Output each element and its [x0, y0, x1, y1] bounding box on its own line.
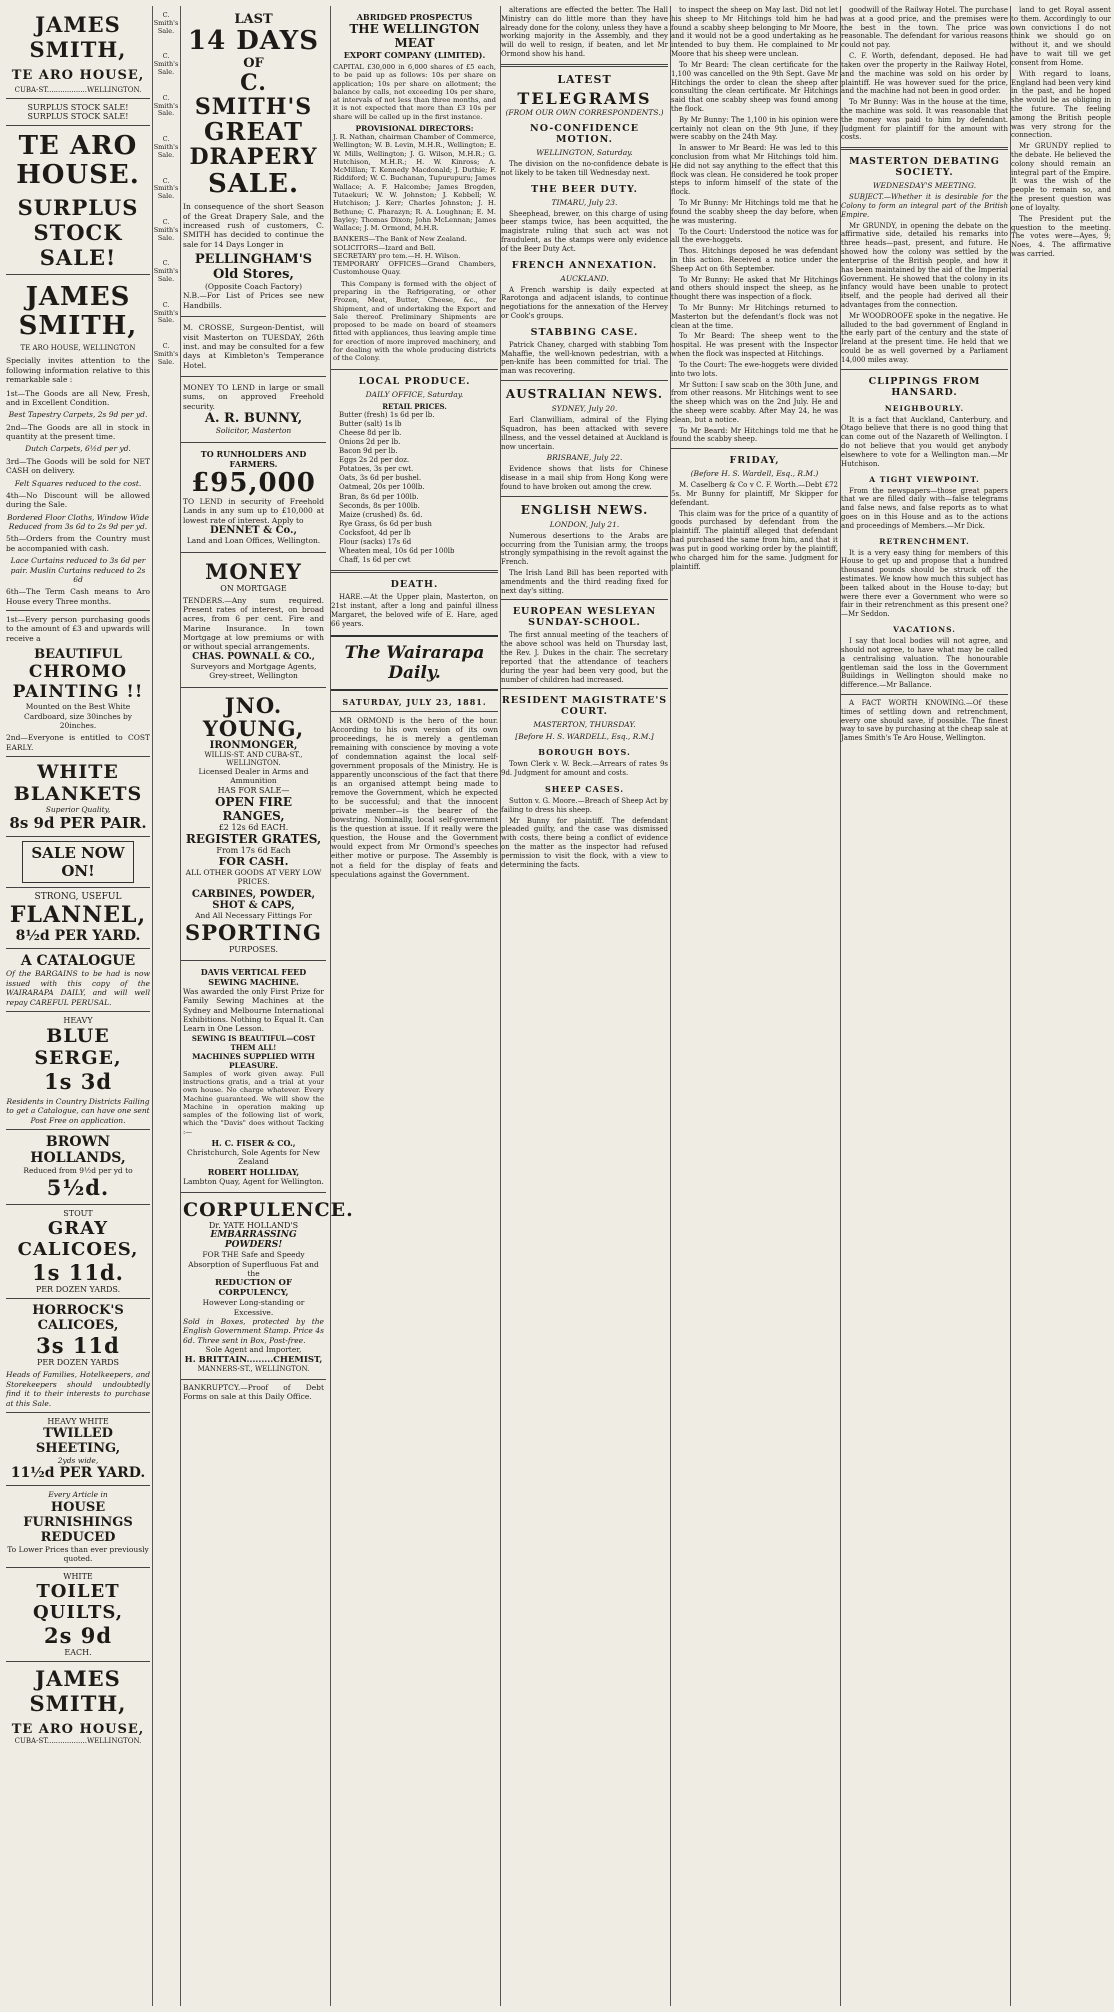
- stout-label: STOUT: [63, 1209, 93, 1219]
- produce-item: Butter (salt) 1s lb: [339, 419, 402, 428]
- calicoes-dozen: PER DOZEN YARDS.: [35, 1285, 121, 1295]
- masthead: The Wairarapa Daily.: [331, 635, 498, 691]
- sale-heading: SALE.: [207, 168, 300, 199]
- directors-heading: PROVISIONAL DIRECTORS:: [355, 123, 474, 133]
- calicoes-heading: GRAY CALICOES,: [17, 1218, 139, 1261]
- column-7-continued: [1010, 6, 1111, 2006]
- col7-para-4: The President put the question to the meeting. The votes were—Ayes, 9; Noes, 4. The affirmative was carried.: [1011, 214, 1111, 258]
- hollands-heading: BROWN HOLLANDS,: [30, 1134, 126, 1166]
- hollands-sub: Reduced from 9½d per yd to: [23, 1166, 133, 1175]
- hollands-price: 5½d.: [46, 1175, 110, 1201]
- strip-label: C. Smith's Sale.: [153, 176, 179, 201]
- produce-list: [331, 402, 498, 566]
- however-text: However Long-standing or Excessive.: [202, 1298, 305, 1317]
- advertiser-name-2: JAMES SMITH,: [18, 282, 138, 341]
- court-para-3: By Mr Bunny: The 1,100 in his opinion were certainly not clean on the 9th June, if they were scabby on the 24th May.: [671, 115, 838, 142]
- court-para-1: to inspect the sheep on May last. Did not let his sheep to Mr Hitchings told him he had found a scabby sheep belonging to Mr Moore, and it would not be a good undertaking as he intended to buy them. He complained to Mr Moore that his sheep were unclean.: [671, 6, 838, 59]
- strip-label: C. Smith's Sale.: [153, 93, 179, 118]
- col7-para-2: With regard to loans, England had been very kind in the past, and he hoped she would be as obliging in the future. The feeling among the British people was very strong for the connection.: [1011, 69, 1111, 140]
- noconfidence-text: The division on the no-confidence debate is not likely to be taken till Wednesday next.: [501, 159, 668, 177]
- court-para-6: To the Court: Understood the notice was for all the ewe-hoggets.: [671, 227, 838, 245]
- produce-item: Eggs 2s 2d per doz.: [339, 456, 410, 465]
- robert-sub: Lambton Quay, Agent for Wellington.: [183, 1176, 324, 1186]
- point-2: 2nd—The Goods are all in stock in quantity at the present time.: [6, 422, 150, 441]
- company-heading: THE WELLINGTON MEAT: [349, 22, 480, 50]
- robert-name: ROBERT HOLLIDAY,: [207, 1166, 300, 1177]
- court-para-5: To Mr Bunny: Mr Hitchings told me that he found the scabby sheep the day before, when he was mustering.: [671, 199, 838, 225]
- davis-text: Was awarded the only First Prize for Family Sewing Machines at the Sydney and Melbourne International Exhibitions. Nothing to Equal It. Can Learn in One Lesson.: [183, 986, 324, 1034]
- wellington-dateline: WELLINGTON, Saturday.: [536, 147, 633, 157]
- point-5: 5th—Orders from the Country must be accompanied with cash.: [6, 534, 150, 553]
- advertiser-street-3: CUBA-ST..................WELLINGTON.: [14, 1737, 142, 1746]
- blankets-heading: WHITE BLANKETS: [13, 761, 143, 805]
- furnishings-heading: HOUSE FURNISHINGS: [23, 1499, 133, 1530]
- meat-company-prospectus: [331, 6, 498, 370]
- dennet-name: DENNET & Co.,: [209, 525, 298, 537]
- court-para-12: Mr Sutton: I saw scab on the 30th June, and from other reasons. Mr Hitchings went to see the sheep which was on the 2nd July. He and the sheep were scabby. After May 24, he was clean, but a notice.: [671, 380, 838, 424]
- has-for-sale: HAS FOR SALE—: [217, 785, 290, 795]
- french-text: A French warship is daily expected at Rarotonga and adjacent islands, to continue negotiations for the annexation of the Hervey or Cook's groups.: [501, 285, 668, 320]
- residents-note: Residents in Country Districts Failing to get a Catalogue, can have one sent Post Free on application.: [6, 1096, 150, 1125]
- purposes-label: PURPOSES.: [228, 944, 278, 954]
- c-smiths-heading: C. SMITH'S: [194, 69, 313, 120]
- brisbane-dateline: BRISBANE, July 22.: [546, 453, 623, 463]
- borough-case: Town Clerk v. W. Beck.—Arrears of rates 9s 9d. Judgment for amount and costs.: [501, 760, 668, 778]
- white-label: WHITE: [63, 1572, 93, 1582]
- opposite-note: (Opposite Coach Factory): [204, 282, 303, 292]
- lower-prices: To Lower Prices than ever previously quoted.: [7, 1544, 149, 1563]
- corpulence-ad: [181, 1193, 354, 1379]
- temporary-offices: TEMPORARY OFFICES—Grand Chambers, Customhouse Quay.: [333, 260, 496, 277]
- horrocks-sub: PER DOZEN YARDS: [36, 1358, 120, 1368]
- davis-sewing-ad: [181, 961, 326, 1193]
- bunny-loan-ad: [181, 377, 326, 443]
- horrocks-price: 3s 11d: [36, 1333, 120, 1359]
- young-ironmonger-ad: [181, 688, 326, 961]
- blankets-sub: Superior Quality,: [45, 805, 111, 814]
- court-para-7: Thos. Hitchings deposed he was defendant in this action. Received a notice under the Sheep Act on 6th September.: [671, 247, 838, 273]
- strong-useful: STRONG, USEFUL: [34, 892, 122, 903]
- calicoes-price: 1s 11d.: [32, 1260, 124, 1286]
- prospectus-body: This Company is formed with the object of preparing in the Refrigerating, or other Frozen, Meat, Butter, Cheese, &c., for Shipment, and of undertaking the Export and Sale thereof. Preliminary Shipments are proposed to be made on board of steamers fitted with appliances, thus leaving ample time for erection of more improved machinery, and for dealing with the whole producing districts of the Colony.: [333, 279, 496, 363]
- consequence-text: In consequence of the short Season of the Great Drapery Sale, and the increased rush of customers, C. SMITH has decided to continue the sale for 14 Days Longer in: [183, 202, 324, 249]
- court-para-10: To Mr Beard: The sheep went to the hospital. He was present with the Inspector when the flock was inspected at Hitchings.: [671, 332, 838, 359]
- australian-text: Earl Clanwilliam, admiral of the Flying Squadron, has been attacked with severe illness, and the vessel detained at Auckland is now uncertain.: [501, 416, 668, 451]
- note-1: Best Tapestry Carpets, 2s 9d per yd.: [8, 410, 148, 420]
- twilled-sub: 2yds wide,: [57, 1455, 99, 1465]
- fittings-text: And All Necessary Fittings For: [195, 910, 312, 920]
- last-label: LAST: [234, 12, 273, 27]
- machines-heading: MACHINES SUPPLIED WITH PLEASURE.: [192, 1051, 315, 1070]
- column-5-court: [670, 6, 838, 2006]
- agent-label: Sole Agent and Importer,: [205, 1345, 302, 1355]
- young-name: JNO. YOUNG,: [202, 692, 305, 741]
- point-4: 4th—No Discount will be allowed during the Sale.: [6, 490, 150, 510]
- te-aro-house-heading: TE ARO HOUSE.: [16, 131, 140, 190]
- horrocks-heading: HORROCK'S CALICOES,: [32, 1303, 124, 1334]
- strip-label: C. Smith's Sale.: [153, 11, 179, 35]
- safe-text: FOR THE Safe and Speedy Absorption of Superfluous Fat and the: [188, 1250, 319, 1278]
- bunny-para: To Mr Bunny: Was in the house at the time, the machine was sold. It was reasonable that the money was paid to him by defendant. Judgment for plaintiff for the amount with costs.: [841, 98, 1008, 142]
- powders-heading: EMBARRASSING POWDERS!: [210, 1230, 297, 1251]
- solicitors: SOLICITORS—Izard and Bell.: [333, 243, 436, 252]
- catalogue-text: Of the BARGAINS to be had is now issued with this copy of the WAIRARAPA DAILY, and will well repay CAREFUL PERUSAL.: [6, 969, 150, 1007]
- money-heading: MONEY: [205, 558, 302, 584]
- court-para-13: To Mr Beard: Mr Hitchings told me that he found the scabby sheep.: [671, 426, 838, 444]
- produce-item: Flour (sacks) 17s 6d: [339, 537, 412, 546]
- fiser-name: H. C. FISER & CO.,: [211, 1138, 296, 1149]
- licensed-dealer: Licensed Dealer in Arms and Ammunition: [198, 766, 309, 786]
- days-heading: 14 DAYS: [188, 26, 319, 56]
- money-lend-text: MONEY TO LEND in large or small sums, on approved Freehold security.: [183, 383, 324, 411]
- court-para-4: In answer to Mr Beard: He was led to this conclusion from what Mr Hitchings told him. He did not say anything to the effect that this flock was clean. He considered he took proper steps to inform himself of the state of the flock.: [671, 144, 838, 197]
- magistrate-location: MASTERTON, THURSDAY.: [533, 720, 636, 730]
- reduction-heading: REDUCTION OF CORPULENCY,: [215, 1278, 292, 1299]
- english-text: Numerous desertions to the Arabs are occurring from the Tunisian army, the troops strongly sympathising in the revolt against the French.: [501, 531, 668, 567]
- chromo-sub: Mounted on the Best White Cardboard, size 30inches by 20inches.: [23, 702, 133, 730]
- produce-item: Potatoes, 3s per cwt.: [339, 465, 414, 474]
- strip-label: C. Smith's Sale.: [153, 300, 179, 325]
- drapery-heading: DRAPERY: [189, 144, 318, 171]
- wesleyan-heading: EUROPEAN WESLEYAN SUNDAY-SCHOOL.: [512, 606, 657, 629]
- sheep-case: Sutton v. G. Moore.—Breach of Sheep Act by failing to dress his sheep.: [501, 796, 668, 814]
- capital-text: CAPITAL £30,000 in 6,000 shares of £5 each, to be paid up as follows: 10s per share on application; 10s per share on allotment; the balance by calls, not exceeding 10s per share, at intervals of not less than three months, and it is not expected that more than £3 10s per share will be called up in the first instance.: [333, 63, 496, 121]
- hansard-heading: CLIPPINGS FROM HANSARD.: [868, 375, 981, 398]
- produce-item: Oatmeal, 20s per 100lb.: [339, 483, 425, 492]
- every-article: Every Article in: [48, 1490, 108, 1500]
- prices-note: N.B.—For List of Prices see new Handbills.: [183, 291, 324, 310]
- dennet-sub: Land and Loan Offices, Wellington.: [186, 536, 321, 546]
- friday-before: (Before H. S. Wardell, Esq., R.M.): [690, 469, 819, 479]
- produce-item: Rye Grass, 6s 6d per bush: [339, 519, 432, 528]
- surplus-heading: SURPLUS STOCK: [17, 195, 139, 246]
- debate-text-1: Mr GRUNDY, in opening the debate on the affirmative side, detailed his remarks into three heads—past, present, and future. He showed how the colony was settled by the enterprise of the British people, and how it has been maintained by the aid of the Imperial Government. He showed that the colony in its infancy would have been unable to protect itself, and the people had derived all their advantages from the connection.: [841, 221, 1008, 309]
- country-offer: 1st—Every person purchasing goods to the amount of £3 and upwards will receive a: [6, 615, 150, 643]
- ranges-price: £2 12s 6d EACH.: [218, 822, 289, 832]
- surplus-line-a: SURPLUS STOCK SALE!: [27, 103, 129, 112]
- stabbing-heading: STABBING CASE.: [530, 326, 639, 338]
- serge-heading: BLUE SERGE,: [34, 1024, 122, 1069]
- editorial-continued: alterations are effected the better. The Hall Ministry can do little more than they have already done for the colony, unless they have a working majority in the Assembly, and they will do well to resign, if beaten, and let Mr Ormond show his hand.: [501, 6, 668, 59]
- note-5: Lace Curtains reduced to 3s 6d per pair. Muslin Curtains reduced to 2s 6d: [10, 556, 146, 584]
- note-2: Dutch Carpets, 6½d per yd.: [25, 444, 131, 454]
- advertiser-street: CUBA-ST..................WELLINGTON.: [14, 86, 142, 94]
- heads-note: Heads of Families, Hotelkeepers, and Storekeepers should undoubtedly find it to their interests to purchase at this Sale.: [6, 1370, 150, 1408]
- chromo-heading: CHROMO PAINTING !!: [12, 662, 144, 703]
- column-2-advertisements: [180, 6, 354, 2006]
- strip-label: C. Smith's Sale.: [153, 259, 179, 283]
- bankruptcy-notice: BANKRUPTCY.—Proof of Debt Forms on sale at this Daily Office.: [183, 1382, 324, 1401]
- mortgage-sub: ON MORTGAGE: [220, 583, 287, 593]
- great-heading: GREAT: [204, 116, 303, 146]
- house-location: TE ARO HOUSE, WELLINGTON: [20, 344, 136, 353]
- clip-3: It is a very easy thing for members of this House to get up and propose that a hundred thousand pounds should be struck off the estimates. We know how much this subject has been talked about in the House to-day; but were there ever a Government who were so fair in their retrenchment as this present one?—Mr Seddon.: [841, 548, 1009, 619]
- produce-item: Bran, 8s 6d per 100lb.: [339, 492, 419, 501]
- dr-holland: Dr. YATE HOLLAND'S: [208, 1221, 299, 1231]
- smith-drapery-ad: [181, 6, 326, 317]
- advertiser-house: TE ARO HOUSE,: [11, 68, 145, 83]
- produce-item: Butter (fresh) 1s 6d per lb.: [339, 410, 435, 419]
- ironmonger-label: IRONMONGER,: [209, 739, 298, 751]
- sold-text: Sold in Boxes, protected by the English Government Stamp. Price 4s 6d. Three sent in Box, Post-free.: [183, 1317, 324, 1345]
- heavy-label: HEAVY: [63, 1015, 93, 1025]
- tender-text: TENDERS.—Any sum required. Present rates of interest, on broad acres, from 6 per cent. Fire and Marine Insurance. In town Mortgage at low premiums or with or without special arrangements.: [183, 595, 324, 652]
- debate-text-2: Mr WOODROOFE spoke in the negative. He alluded to the bad government of England in the early part of the century and the state of Ireland at the present time. He held that we could be as well governed by a Parliament 14,000 miles away.: [841, 311, 1008, 364]
- point-3: 3rd—The Goods will be sold for NET CASH on delivery.: [6, 456, 150, 476]
- worth-para: C. F. Worth, defendant, deposed. He had taken over the property in the Railway Hotel, and the machine was sold on his order by plaintiff. He was however sued for the price, and the machine had not been in good order.: [841, 52, 1008, 96]
- blankets-price: 8s 9d PER PAIR.: [9, 814, 147, 833]
- fiser-sub: Christchurch, Sole Agents for New Zealand: [187, 1148, 320, 1167]
- abridged-label: ABRIDGED PROSPECTUS: [356, 12, 473, 22]
- loan-amount: £95,000: [191, 467, 316, 498]
- brittain-name: H. BRITTAIN.........CHEMIST,: [184, 1354, 323, 1365]
- french-heading: FRENCH ANNEXATION.: [511, 259, 658, 271]
- quilts-heading: TOILET QUILTS,: [32, 1581, 123, 1624]
- farmers-loan-ad: [181, 443, 326, 553]
- court-para-9: To Mr Bunny: Mr Hitchings returned to Masterton but the defendant's flock was not clean at the time.: [671, 304, 838, 330]
- viewpoint-heading: A TIGHT VIEWPOINT.: [869, 474, 980, 484]
- intro-text: Specially invites attention to the following information relative to this remarkable sale :: [6, 356, 150, 385]
- directors-list: J. R. Nathan, chairman Chamber of Commerce, Wellington; W. B. Levin, M.H.R., Wellington; E. W. Mills, Wellington; J. G. Wilson, M.H.R.; G. Hutchison, M.H.R.; H. W. Kinross; A. McMillan; T. Kennedy Macdonald; J. Duthie; F. Riddiford; W. C. Buchanan, Tupurupuru; James Wallace; A. F. Halcombe; James Brogden, Tutaekuri; W. W. Johnston; J. Kebbell; W. Hutchison; J. Kerr; Charles Johnston; J. H. Bethune; C. Pharazyn; R. A. Loughnan; E. M. Bayley; Thomas Dixon; John McLennan; James Wallace; J. M. Ormond, M.H.R.: [333, 132, 496, 233]
- produce-item: Chaff, 1s 6d per cwt: [339, 556, 411, 565]
- advertiser-name-3: JAMES SMITH,: [29, 1666, 127, 1717]
- neighbourly-heading: NEIGHBOURLY.: [884, 403, 965, 413]
- pellinghams: PELLINGHAM'S Old Stores,: [194, 252, 313, 283]
- brittain-sub: MANNERS-ST., WELLINGTON.: [197, 1364, 310, 1373]
- court-para-11: To the Court: The ewe-hoggets were divided into two lots.: [671, 360, 838, 378]
- davis-cost: SEWING IS BEAUTIFUL—COST THEM ALL!: [191, 1033, 316, 1052]
- correspondents-note: (FROM OUR OWN CORRESPONDENTS.): [505, 107, 664, 117]
- beer-heading: THE BEER DUTY.: [531, 183, 638, 195]
- produce-item: Seconds, 8s per 100lb.: [339, 501, 420, 510]
- point-6: 6th—The Term Cash means to Aro House every Three months.: [6, 587, 150, 606]
- chas-sub: Surveyors and Mortgage Agents, Grey-street, Wellington: [190, 661, 317, 681]
- twilled-price: 11½d PER YARD.: [10, 1465, 146, 1482]
- english-heading: ENGLISH NEWS.: [520, 502, 649, 517]
- james-smith-advertisement: [4, 6, 152, 2006]
- telegrams-heading: TELEGRAMS: [517, 88, 652, 108]
- auckland-dateline: AUCKLAND.: [560, 273, 609, 283]
- reduced-heading: REDUCED: [40, 1529, 116, 1545]
- column-4-telegrams: [500, 6, 668, 2006]
- note-3: Felt Squares reduced to the cost.: [14, 478, 142, 488]
- surplus-line-b: SURPLUS STOCK SALE!: [27, 112, 129, 121]
- caselberg-case: M. Caselberg & Co v C. F. Worth.—Debt £72 5s. Mr Bunny for plaintiff, Mr Skipper for defendant.: [671, 481, 838, 507]
- column-6-society: [840, 6, 1008, 2006]
- retrenchment-heading: RETRENCHMENT.: [879, 536, 970, 546]
- serge-price: 1s 3d: [43, 1068, 113, 1094]
- australian-heading: AUSTRALIAN NEWS.: [505, 387, 664, 402]
- beautiful-label: BEAUTIFUL: [34, 647, 122, 663]
- wesleyan-text: The first annual meeting of the teachers of the above school was held on Thursday last, the Rev. J. Dukes in the chair. The secretary reported that the attendance of teachers during the year had been very good, but the number of children had increased.: [501, 631, 668, 684]
- produce-item: Cheese 8d per lb.: [339, 428, 402, 437]
- strip-label: C. Smith's Sale.: [153, 52, 179, 76]
- magistrate-heading: RESIDENT MAGISTRATE'S COURT.: [501, 695, 668, 718]
- produce-item: Oats, 3s 6d per bushel.: [339, 474, 422, 483]
- borough-heading: BOROUGH BOYS.: [538, 747, 631, 758]
- sale-heading: SALE!: [39, 245, 117, 271]
- magistrate-before: [Before H. S. WARDELL, Esq., R.M.]: [515, 732, 654, 742]
- export-heading: EXPORT COMPANY (LIMITED).: [343, 50, 486, 60]
- clip-2: From the newspapers—those great papers that we are filled daily with—false telegrams and false news, and false reports as to what goes on in this House and as to the actions and proceedings of Members.—Mr Dick.: [841, 486, 1008, 530]
- twilled-label: HEAVY WHITE: [47, 1416, 109, 1426]
- friday-heading: FRIDAY,: [729, 455, 780, 467]
- court-para-14: This claim was for the price of a quantity of goods purchased by defendant from the plaintiff. The plaintiff alleged that defendant had purchased the same from him, and that it was put in good working order by the plaintiff, who charged him for the same. Judgment for plaintiff.: [671, 509, 838, 571]
- ranges-heading: OPEN FIRE RANGES,: [214, 794, 293, 823]
- dentist-notice: M. CROSSE, Surgeon-Dentist, will visit Masterton on TUESDAY, 26th inst. and may be consulted for a few days at Kimbleton's Temperance Hotel.: [181, 317, 326, 377]
- editorial-article: MR ORMOND is the hero of the hour. According to his own version of its own proceedings, he is merely a gentleman remaining with conscience by moving a vote of condemnation against the local self-government proposals of the Ministry. He is apparently unconscious of the fact that there is an organised attempt being made to remove the Government, which he expected to be successful; and that the innocent private member—is the bearer of the bowstring. Nominally, local self-government is the question at issue. If it really were the question, the House and the Government would expect from Mr Ormond's speeches either motive or purpose. The Assembly is not a field for the display of feats and speculations against the Government.: [331, 715, 498, 879]
- farmers-heading: TO RUNHOLDERS AND FARMERS.: [200, 448, 307, 469]
- death-notice: HARE.—At the Upper plain, Masterton, on 21st instant, after a long and painful illness Margaret, the beloved wife of E. Hare, aged 66 years.: [331, 593, 498, 628]
- local-produce-heading: LOCAL PRODUCE.: [358, 375, 471, 387]
- debating-sub: WEDNESDAY'S MEETING.: [872, 181, 977, 191]
- timaru-dateline: TIMARU, July 23.: [551, 197, 618, 207]
- bunny-title: Solicitor, Masterton: [215, 426, 292, 436]
- loan-text: TO LEND in security of Freehold Lands in any sum up to £10,000 at lowest rate of interest. Apply to: [183, 497, 324, 525]
- railway-para: goodwill of the Railway Hotel. The purchase was at a good price, and the premises were the best in the town. The price was reasonable. The defendant for various reasons could not pay.: [841, 6, 1008, 50]
- sheep-heading: SHEEP CASES.: [544, 783, 625, 794]
- fact-worth-knowing: A FACT WORTH KNOWING.—Of these times of settling down and retrenchment, every one should save, if possible. The finest way to save by purchasing at the cheap sale at James Smith's Te Aro House, Wellington.: [841, 698, 1008, 743]
- debate-subject: SUBJECT.—Whether it is desirable for the Colony to form an integral part of the British Empire.: [841, 193, 1008, 219]
- beer-text: Sheephead, brewer, on this charge of using beer stamps twice, has been acquitted, the magistrate ruling that such act was not fraudulent, as the stamps were only evidence of the Beer Duty Act.: [501, 209, 668, 253]
- debating-heading: MASTERTON DEBATING SOCIETY.: [849, 156, 1000, 179]
- young-address: WILLIS-ST. AND CUBA-ST., WELLINGTON.: [204, 750, 303, 767]
- death-heading: DEATH.: [390, 579, 439, 591]
- produce-item: Onions 2d per lb.: [339, 437, 401, 446]
- carbines-heading: CARBINES, POWDER, SHOT & CAPS,: [191, 888, 316, 911]
- smith-sale-strip: [152, 6, 179, 2006]
- stabbing-text: Patrick Chaney, charged with stabbing Tom Mahaffie, the well-known pedestrian, with a pen-knife has been committed for trial. The man was recovering.: [501, 340, 668, 376]
- produce-item: Maize (crushed) 8s. 6d.: [339, 510, 423, 519]
- vacations-heading: VACATIONS.: [893, 625, 956, 635]
- sydney-dateline: SYDNEY, July 20.: [551, 404, 618, 414]
- for-cash: FOR CASH.: [218, 854, 289, 868]
- strip-label: C. Smith's Sale.: [153, 135, 179, 159]
- advertiser-name: JAMES SMITH,: [29, 12, 127, 62]
- court-para-2: To Mr Beard: The clean certificate for the 1,100 was cancelled on the 9th Sept. Gave Mr Hitchings the order to clean the sheep after consulting the clean certificate. Mr Hitchings said that one scabby sheep was found among the flock.: [671, 60, 838, 113]
- produce-item: Bacon 9d per lb.: [339, 447, 398, 456]
- chas-name: CHAS. POWNALL & CO.,: [192, 651, 315, 662]
- irish-text: The Irish Land Bill has been reported with amendments and the third reading fixed for next day's sitting.: [501, 569, 668, 595]
- advertiser-house-3: TE ARO HOUSE,: [11, 1722, 145, 1738]
- bunny-name: A. R. BUNNY,: [204, 411, 303, 427]
- strip-label: C. Smith's Sale.: [153, 342, 179, 366]
- brisbane-text: Evidence shows that lists for Chinese disease in a mail ship from Hong Kong were found to have broken out among the crew.: [501, 465, 668, 491]
- daily-office: DAILY OFFICE, Saturday.: [365, 389, 464, 399]
- secretary: SECRETARY pro tem.—H. H. Wilson.: [333, 251, 461, 260]
- point-1: 1st—The Goods are all New, Fresh, and in Excellent Condition.: [6, 388, 150, 407]
- note-4: Bordered Floor Cloths, Window Wide Reduced from 3s 6d to 2s 9d per yd.: [7, 512, 149, 531]
- grates-heading: REGISTER GRATES,: [185, 831, 322, 846]
- flannel-price: 8½d PER YARD.: [15, 928, 141, 945]
- carriage-note: 2nd—Everyone is entitled to COST EARLY.: [6, 733, 150, 752]
- catalogue-heading: A CATALOGUE: [20, 953, 136, 970]
- col7-para-3: Mr GRUNDY replied to the debate. He believed the colony should remain an integral part of the Empire. It was the wish of the people to remain so, and the present question was one of loyalty.: [1011, 142, 1111, 212]
- clip-1: It is a fact that Auckland, Canterbury, and Otago believe that there is no good thing that can come out of the Nazareth of Wellington. I do not believe that you would get anybody elsewhere to vote for a Wellington man.—Mr Hutchison.: [841, 415, 1008, 468]
- london-dateline: LONDON, July 21.: [549, 519, 620, 529]
- sporting-heading: SPORTING: [185, 919, 322, 945]
- produce-item: RETAIL PRICES.: [382, 401, 447, 411]
- issue-date: SATURDAY, JULY 23, 1881.: [342, 696, 487, 707]
- machines-text: Samples of work given away. Full instructions gratis, and a trial at your own house. No charge whatever. Every Machine guaranteed. We will show the Machine in operation making up samples of the following list of work, which the "Davis" does without Tacking :—: [183, 1069, 324, 1136]
- quilts-price: 2s 9d: [43, 1623, 113, 1649]
- noconfidence-heading: NO-CONFIDENCE MOTION.: [530, 122, 639, 145]
- mortgage-ad: [181, 553, 326, 688]
- other-goods: ALL OTHER GOODS AT VERY LOW PRICES.: [185, 867, 322, 886]
- davis-heading: DAVIS VERTICAL FEED SEWING MACHINE.: [200, 966, 307, 987]
- sheep-body: Mr Bunny for plaintiff. The defendant pleaded guilty, and the case was dismissed with costs, there being a conflict of evidence on the matter as the inspector had refused permission to visit the flock, with a view to determining the facts.: [501, 816, 668, 869]
- column-3-prospectus: [330, 6, 498, 2006]
- of-label: OF: [243, 55, 264, 71]
- quilts-each: EACH.: [64, 1648, 92, 1658]
- court-para-8: To Mr Bunny: He asked that Mr Hitchings and others should inspect the sheep, as he thought there was inspection of a flock.: [671, 275, 838, 302]
- produce-item: Cocksfoot, 4d per lb: [339, 528, 411, 537]
- grates-price: From 17s 6d Each: [216, 845, 291, 855]
- twilled-heading: TWILLED SHEETING,: [35, 1425, 121, 1456]
- flannel-heading: FLANNEL,: [9, 902, 147, 929]
- clip-4: I say that local bodies will not agree, and should not agree, to have what may be called a centralising valuation. The honourable gentleman said the loss in the Government Buildings in Wellington should make no difference.—Mr Ballance.: [841, 637, 1008, 690]
- bankers: BANKERS—The Bank of New Zealand.: [333, 235, 467, 244]
- produce-item: Wheaten meal, 10s 6d per 100lb: [339, 547, 455, 556]
- latest-label: LATEST: [557, 72, 612, 86]
- sale-now-on-box: SALE NOW ON!: [22, 841, 134, 883]
- strip-label: C. Smith's Sale.: [153, 217, 179, 242]
- corpulence-heading: CORPULENCE.: [183, 1199, 354, 1222]
- col7-para-1: land to get Royal assent to them. Accordingly to our own convictions I do not think we should go on without it, and we should have to wait till we get consent from Home.: [1011, 6, 1111, 67]
